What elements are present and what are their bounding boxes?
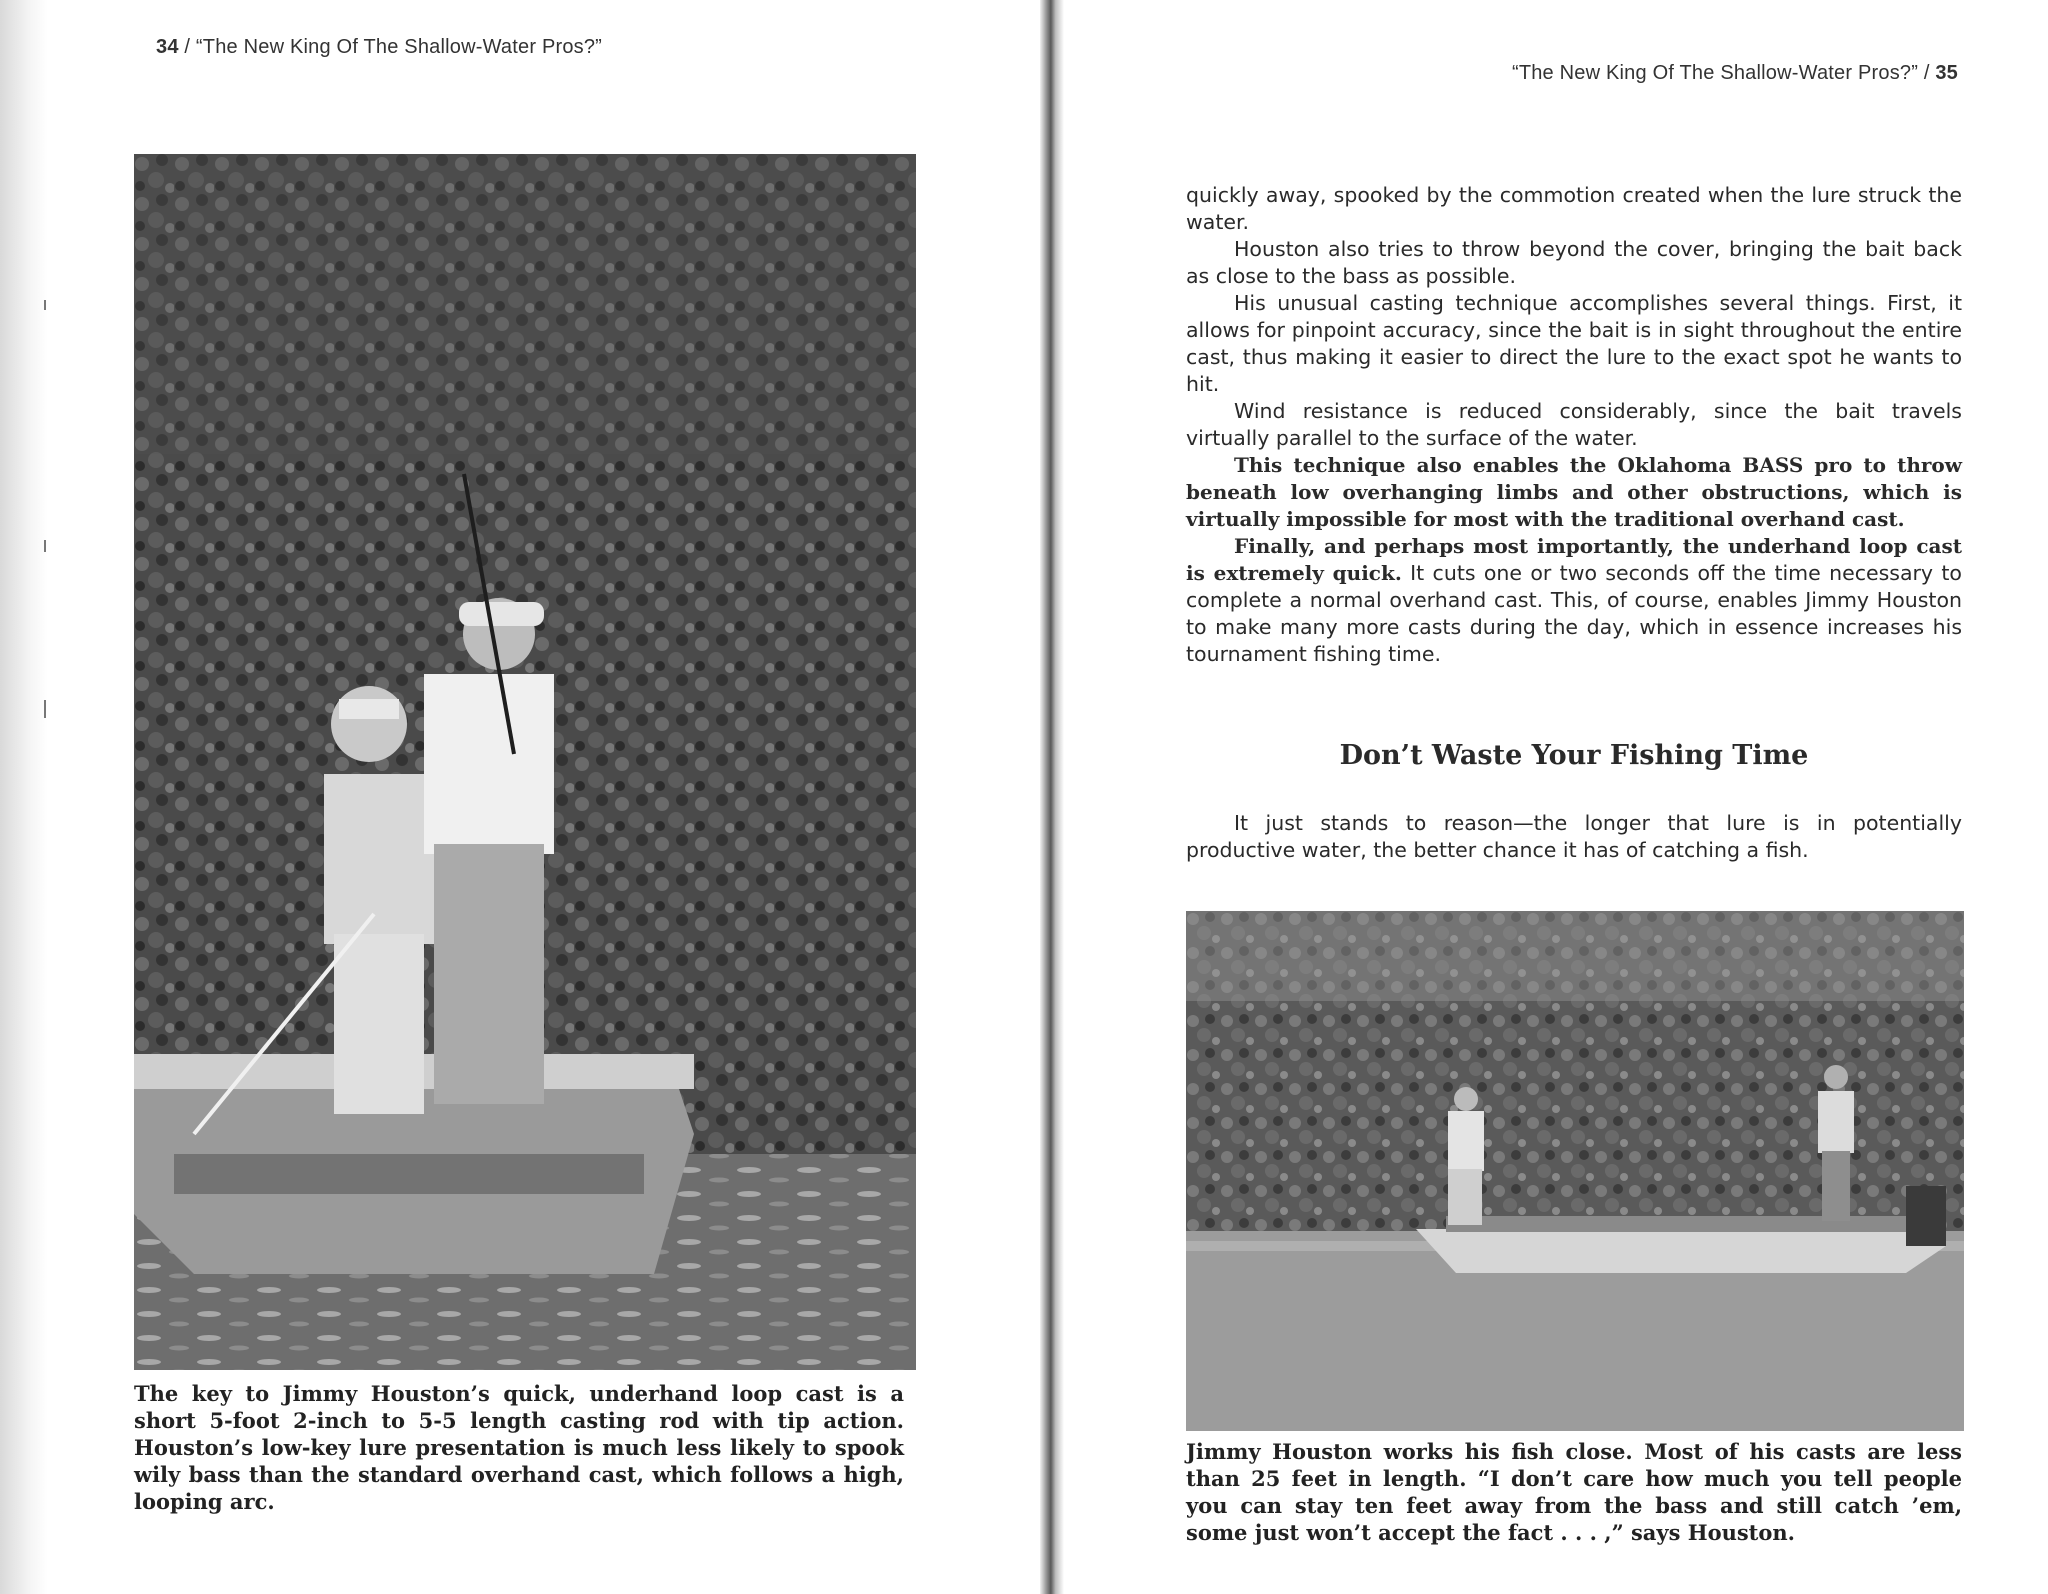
paragraph-4: Wind resistance is reduced considerably, since the bait travels virtually parallel to the surface of the water.	[1186, 399, 1962, 450]
paragraph-6-rest: It cuts one or two seconds off the time necessary to complete a normal overhand cast. This, of course, enables Jimmy Houston to make many more casts during the day, which in essence increases his tournament fishing time.	[1186, 561, 1962, 666]
left-page	[48, 0, 1040, 1594]
margin-mark	[44, 540, 46, 552]
right-page-number: 35	[1935, 62, 1958, 84]
body-text	[1186, 182, 1962, 668]
section-paragraph: It just stands to reason—the longer that lure is in potentially productive water, the better chance it has of catching a fish.	[1186, 811, 1962, 862]
paragraph-3: His unusual casting technique accomplishes several things. First, it allows for pinpoint accuracy, since the bait is in sight throughout the entire cast, thus making it easier to direct the lure to the exact spot he wants to hit.	[1186, 291, 1962, 396]
left-photo	[134, 154, 916, 1370]
paragraph-2: Houston also tries to throw beyond the cover, bringing the bait back as close to the bass as possible.	[1186, 237, 1962, 288]
right-caption: Jimmy Houston works his fish close. Most of his casts are less than 25 feet in length. “I don’t care how much you tell people you can stay ten feet away from the bass and still catch ’em, some just won’t accept the fact . . . ,” says Houston.	[1186, 1439, 1962, 1545]
right-page	[1064, 0, 2048, 1594]
page-edge-stack	[0, 0, 48, 1594]
book-gutter	[1040, 0, 1064, 1594]
left-page-number: 34	[156, 36, 179, 58]
paragraph-6	[1186, 533, 1962, 668]
paragraph-5: This technique also enables the Oklahoma BASS pro to throw beneath low overhanging limbs and other obstructions, which is virtually impossible for most with the traditional overhand cast.	[1186, 453, 1962, 531]
margin-mark	[44, 300, 46, 310]
left-running-title: / “The New King Of The Shallow-Water Pros?”	[178, 36, 603, 58]
section-heading: Don’t Waste Your Fishing Time	[1339, 740, 1809, 771]
right-photo-illustration	[1186, 911, 1964, 1431]
right-running-title: “The New King Of The Shallow-Water Pros?” /	[1511, 62, 1936, 84]
left-photo-illustration	[134, 154, 916, 1370]
right-running-head	[1512, 62, 1958, 85]
left-running-head	[156, 36, 602, 59]
paragraph-1: quickly away, spooked by the commotion created when the lure struck the water.	[1186, 183, 1962, 234]
left-caption: The key to Jimmy Houston’s quick, underhand loop cast is a short 5-foot 2-inch to 5-5 length casting rod with tip action. Houston’s low-key lure presentation is much less likely to spook wily bass than the standard overhand cast, which follows a high, looping arc.	[134, 1381, 904, 1514]
margin-mark	[44, 700, 46, 718]
paragraph-6-bold-lead: Finally, and perhaps most importantly, the underhand loop cast is extremely quick.	[1186, 534, 1962, 585]
right-photo	[1186, 911, 1964, 1431]
